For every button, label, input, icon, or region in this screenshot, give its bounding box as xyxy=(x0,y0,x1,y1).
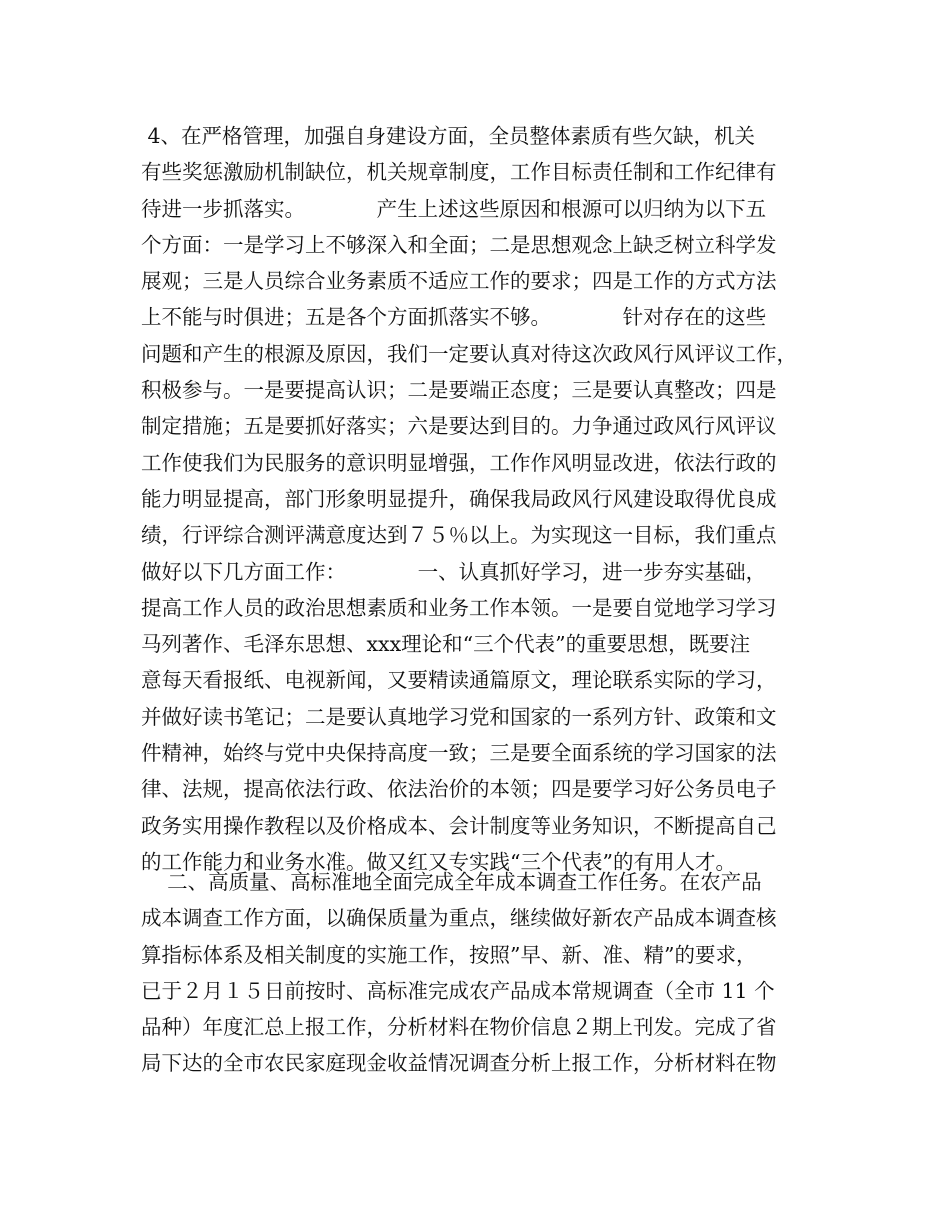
text-line: 意每天看报纸、电视新闻，又要精读通篇原文，理论联系实际的学习， xyxy=(141,668,777,693)
text-line: 马列著作、毛泽东思想、xxx理论和“三个代表”的重要思想，既要注 xyxy=(141,632,751,657)
text-line: 问题和产生的根源及原因，我们一定要认真对待这次政风行风评议工作， xyxy=(141,341,797,366)
text-line: 二、高质量、高标准地全面完成全年成本调查工作任务。在农产品 xyxy=(141,870,762,894)
text-line: 做好以下几方面工作： 一、认真抓好学习，进一步夯实基础， xyxy=(141,559,767,584)
text-line: 绩，行评综合测评满意度达到７５％以上。为实现这一目标，我们重点 xyxy=(141,523,777,548)
text-line: 上不能与时俱进；五是各个方面抓落实不够。 针对存在的这些 xyxy=(141,305,767,330)
text-line: 成本调查工作方面，以确保质量为重点，继续做好新农产品成本调查核 xyxy=(141,906,777,931)
text-line: 积极参与。一是要提高认识；二是要端正态度；三是要认真整改；四是 xyxy=(141,378,777,403)
paragraph-1 xyxy=(141,118,821,880)
text-line: 件精神，始终与党中央保持高度一致；三是要全面系统的学习国家的法 xyxy=(141,741,777,766)
text-line: 展观；三是人员综合业务素质不适应工作的要求；四是工作的方式方法 xyxy=(141,269,777,294)
text-line: 并做好读书笔记；二是要认真地学习党和国家的一系列方针、政策和文 xyxy=(141,704,777,729)
text-line: 有些奖惩激励机制缺位，机关规章制度，工作目标责任制和工作纪律有 xyxy=(141,160,777,185)
text-line: 算指标体系及相关制度的实施工作，按照”早、新、准、精”的要求， xyxy=(141,942,757,967)
text-line: 待进一步抓落实。 产生上述这些原因和根源可以归纳为以下五 xyxy=(141,196,767,221)
text-line: 工作使我们为民服务的意识明显增强，工作作风明显改进，依法行政的 xyxy=(141,450,777,475)
text-line: 品种）年度汇总上报工作，分析材料在物价信息２期上刊发。完成了省 xyxy=(141,1015,777,1040)
paragraph-2 xyxy=(141,864,821,1082)
text-line: 政务实用操作教程以及价格成本、会计制度等业务知识，不断提高自己 xyxy=(141,813,777,838)
text-line: 提高工作人员的政治思想素质和业务工作本领。一是要自觉地学习学习 xyxy=(141,595,777,620)
text-line: 的工作能力和业务水准。做又红又专实践“三个代表”的有用人才。 xyxy=(141,849,736,874)
text-line: 律、法规，提高依法行政、依法治价的本领；四是要学习好公务员电子 xyxy=(141,777,777,802)
text-line: 已于２月１５日前按时、高标准完成农产品成本常规调查（全市 11 个 xyxy=(141,978,775,1003)
text-line: 制定措施；五是要抓好落实；六是要达到目的。力争通过政风行风评议 xyxy=(141,414,777,439)
text-line: 局下达的全市农民家庭现金收益情况调查分析上报工作，分析材料在物 xyxy=(141,1051,777,1076)
text-line: 4、在严格管理，加强自身建设方面，全员整体素质有些欠缺，机关 xyxy=(141,124,756,148)
text-line: 个方面：一是学习上不够深入和全面；二是思想观念上缺乏树立科学发 xyxy=(141,232,777,257)
text-line: 能力明显提高，部门形象明显提升，确保我局政风行风建设取得优良成 xyxy=(141,486,777,511)
